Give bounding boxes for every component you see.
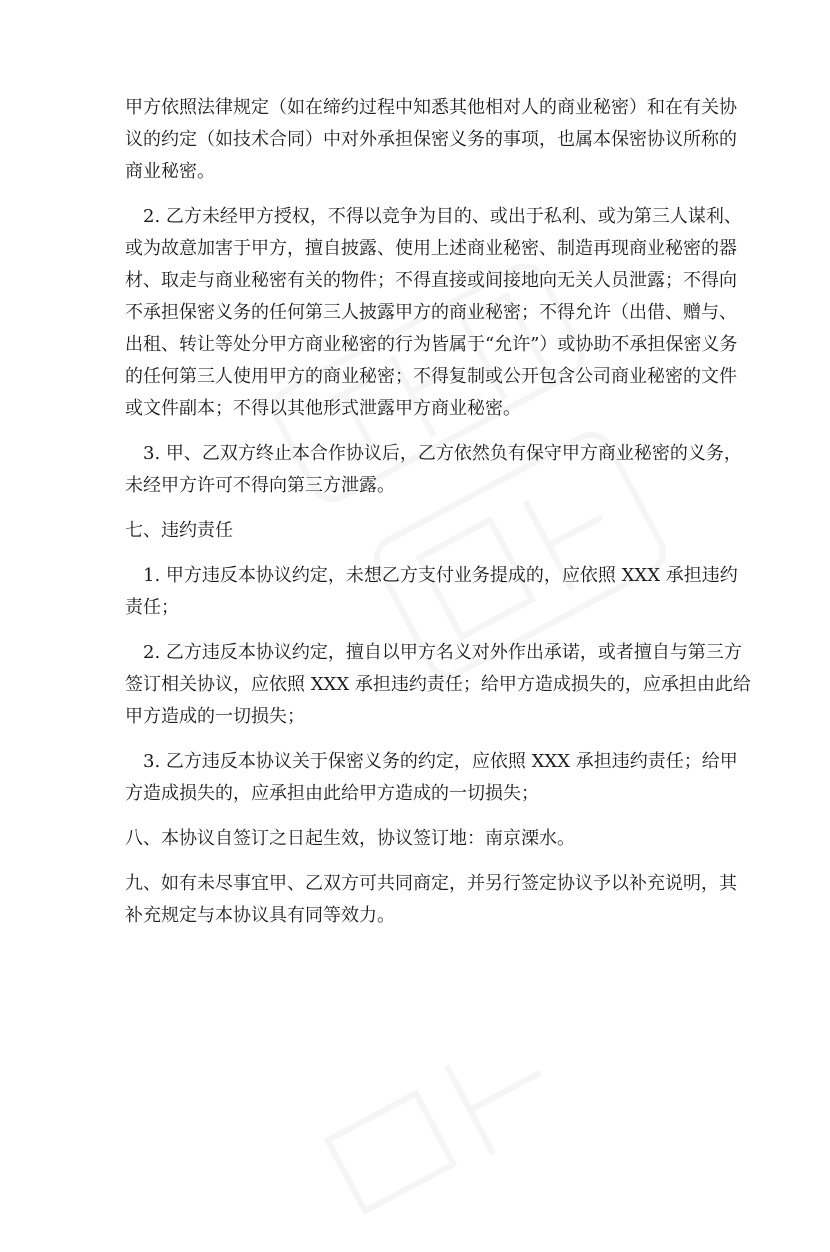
document-body (125, 92, 751, 945)
text-line: 方造成损失的，应承担由此给甲方造成的一切损失； (125, 783, 539, 804)
paragraph-breach-1 (125, 560, 738, 624)
text-line: 3. 甲、乙双方终止本合作协议后，乙方依然负有保守甲方商业秘密的义务， (143, 443, 742, 464)
paragraph-breach-2 (125, 637, 751, 733)
text-line: 补充规定与本协议具有同等效力。 (125, 905, 395, 926)
text-line: 甲方依照法律规定（如在缔约过程中知悉其他相对人的商业秘密）和在有关协 (125, 97, 737, 118)
text-line: 不承担保密义务的任何第三人披露甲方的商业秘密；不得允许（出借、赠与、 (125, 302, 737, 323)
watermark-bottom-icon (282, 978, 617, 1251)
paragraph-supplement (125, 868, 737, 932)
text-line: 九、如有未尽事宜甲、乙双方可共同商定，并另行签定协议予以补充说明，其 (125, 873, 737, 894)
text-line: 议的约定（如技术合同）中对外承担保密义务的事项，也属本保密协议所称的 (125, 129, 737, 150)
text-line: 八、本协议自签订之日起生效，协议签订地：南京溧水。 (125, 828, 575, 849)
section-heading-breach (125, 515, 725, 547)
text-line: 未经甲方许可不得向第三方泄露。 (125, 475, 395, 496)
text-line: 材、取走与商业秘密有关的物件；不得直接或间接地向无关人员泄露；不得向 (125, 270, 737, 291)
text-line: 2. 乙方违反本协议约定，擅自以甲方名义对外作出承诺，或者擅自与第三方 (143, 642, 742, 663)
text-line: 1. 甲方违反本协议约定，未想乙方支付业务提成的，应依照 XXX 承担违约 (143, 565, 738, 586)
paragraph-clause-2 (125, 201, 742, 425)
text-line: 签订相关协议，应依照 XXX 承担违约责任；给甲方造成损失的，应承担由此给 (125, 674, 751, 695)
text-line: 出租、转让等处分甲方商业秘密的行为皆属于“允许”）或协助不承担保密义务 (125, 334, 738, 355)
paragraph-effective-date (125, 823, 725, 855)
section-title: 七、违约责任 (125, 520, 233, 541)
paragraph-trade-secret-scope (125, 92, 737, 188)
paragraph-clause-3 (125, 438, 742, 502)
text-line: 3. 乙方违反本协议关于保密义务的约定，应依照 XXX 承担违约责任；给甲 (143, 751, 738, 772)
paragraph-breach-3 (125, 746, 738, 810)
text-line: 2. 乙方未经甲方授权，不得以竞争为目的、或出于私利、或为第三人谋利、 (143, 206, 742, 227)
text-line: 甲方造成的一切损失； (125, 706, 305, 727)
text-line: 商业秘密。 (125, 161, 215, 182)
text-line: 责任； (125, 597, 179, 618)
text-line: 或文件副本；不得以其他形式泄露甲方商业秘密。 (125, 398, 521, 419)
text-line: 或为故意加害于甲方，擅自披露、使用上述商业秘密、制造再现商业秘密的器 (125, 238, 737, 259)
text-line: 的任何第三人使用甲方的商业秘密；不得复制或公开包含公司商业秘密的文件 (125, 366, 737, 387)
